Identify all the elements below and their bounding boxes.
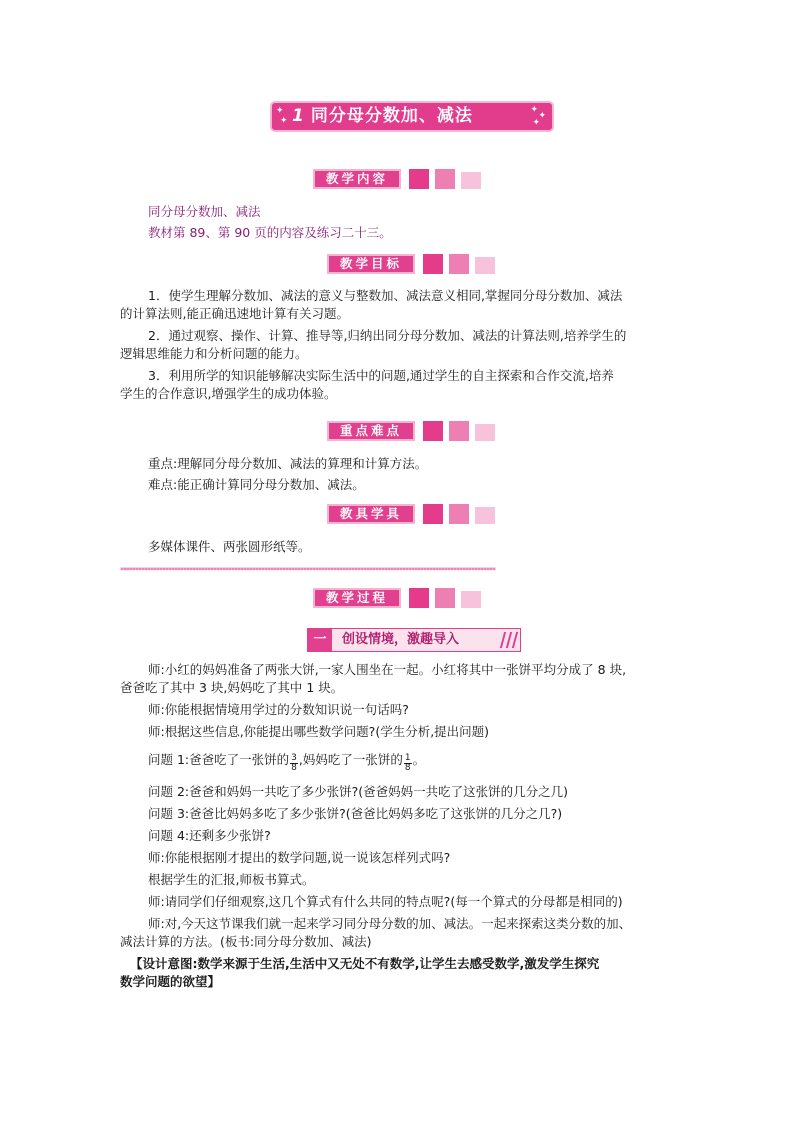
process-body xyxy=(120,661,690,991)
decor-square xyxy=(423,421,443,441)
star-icon: ✦ xyxy=(532,118,540,128)
goal-3-line-1: 3．利用所学的知识能够解决实际生活中的问题,通过学生的自主探索和合作交流,培养 xyxy=(148,368,614,383)
star-icon: ✦ xyxy=(538,111,546,121)
process-para-2: 师:你能根据情境用学过的分数知识说一句话吗? xyxy=(148,702,409,717)
process-para-4: 师:你能根据刚才提出的数学问题,说一说该怎样列式吗? xyxy=(148,850,451,865)
goal-2-line-1: 2．通过观察、操作、计算、推导等,归纳出同分母分数加、减法的计算法则,培养学生的 xyxy=(148,328,627,343)
lesson-number: 1 xyxy=(292,106,305,126)
key-point: 重点:理解同分母分数加、减法的算理和计算方法。 xyxy=(148,456,428,471)
lesson-title-text: 同分母分数加、减法 xyxy=(310,106,473,126)
section-label: 教学过程 xyxy=(313,588,401,608)
decor-square xyxy=(449,421,469,441)
difficulty-point: 难点:能正确计算同分母分数加、减法。 xyxy=(148,477,365,492)
decor-square xyxy=(475,257,495,274)
design-intent-line-2: 数学问题的欲望】 xyxy=(120,974,221,989)
decor-square xyxy=(435,588,455,608)
star-separator: ***************************************************************************************************************************** xyxy=(120,566,495,575)
section-header-tools xyxy=(327,504,499,524)
tools-text: 多媒体课件、两张圆形纸等。 xyxy=(148,539,311,554)
section-label: 重点难点 xyxy=(327,421,415,441)
decor-square xyxy=(475,424,495,441)
decor-square xyxy=(423,254,443,274)
question-1: 问题 1:爸爸吃了一张饼的 $\frac{3}{8}$ ,妈妈吃了一张饼的 $\frac{1}{8}$ 。 xyxy=(148,752,426,773)
goal-2-line-2: 逻辑思维能力和分析问题的能力。 xyxy=(120,346,308,361)
process-para-3: 师:根据这些信息,你能提出哪些数学问题?(学生分析,提出问题) xyxy=(148,724,490,739)
decor-square xyxy=(435,169,455,189)
lesson-title xyxy=(292,103,473,130)
section-header-process xyxy=(313,588,485,608)
question-2: 问题 2:爸爸和妈妈一共吃了多少张饼?(爸爸妈妈一共吃了这张饼的几分之几) xyxy=(148,784,569,799)
section-header-content xyxy=(313,169,485,189)
section-header-key-points xyxy=(327,421,499,441)
star-icon: ✦ xyxy=(530,105,538,115)
decor-square xyxy=(461,591,481,608)
section-label: 教学目标 xyxy=(327,254,415,274)
goal-3-line-2: 学生的合作意识,增强学生的成功体验。 xyxy=(120,386,337,401)
process-para-6: 师:请同学们仔细观察,这几个算式有什么共同的特点呢?(每一个算式的分母都是相同的) xyxy=(148,894,623,909)
process-para-1-line-1: 师:小红的妈妈准备了两张大饼,一家人围坐在一起。小红将其中一张饼平均分成了 8 块, xyxy=(148,662,627,677)
design-intent-line-1: 【设计意图:数学来源于生活,生活中又无处不有数学,让学生去感受数学,激发学生探究 xyxy=(130,956,600,971)
question-4: 问题 4:还剩多少张饼? xyxy=(148,828,271,843)
content-topic: 同分母分数加、减法 xyxy=(148,204,261,219)
activity-title: 创设情境，激趣导入 xyxy=(342,632,460,647)
decor-square xyxy=(461,172,481,189)
question-3: 问题 3:爸爸比妈妈多吃了多少张饼?(爸爸比妈妈多吃了这张饼的几分之几?) xyxy=(148,806,563,821)
goal-1-line-2: 的计算法则,能正确迅速地计算有关习题。 xyxy=(120,306,349,321)
process-para-7-line-2: 减法计算的方法。(板书:同分母分数加、减法) xyxy=(120,934,372,949)
section-label: 教学内容 xyxy=(313,169,401,189)
activity-banner xyxy=(307,628,521,652)
content-pages: 教材第 89、第 90 页的内容及练习二十三。 xyxy=(148,225,392,240)
fraction: $\frac{1}{8}$ xyxy=(404,753,411,773)
goals-list xyxy=(120,287,680,403)
process-para-7-line-1: 师:对,今天这节课我们就一起来学习同分母分数的加、减法。一起来探索这类分数的加、 xyxy=(148,916,632,931)
decor-square xyxy=(449,504,469,524)
goal-1-line-1: 1．使学生理解分数加、减法的意义与整数加、减法意义相同,掌握同分母分数加、减法 xyxy=(148,288,623,303)
decor-square xyxy=(409,588,429,608)
process-para-1-line-2: 爸爸吃了其中 3 块,妈妈吃了其中 1 块。 xyxy=(120,680,344,695)
decor-square xyxy=(449,254,469,274)
decor-square xyxy=(475,507,495,524)
process-para-5: 根据学生的汇报,师板书算式。 xyxy=(148,872,315,887)
section-header-goals xyxy=(327,254,499,274)
lesson-title-banner xyxy=(272,103,552,130)
section-label: 教具学具 xyxy=(327,504,415,524)
star-icon: ✦ xyxy=(280,116,288,126)
decor-square xyxy=(423,504,443,524)
star-icon: ✦ xyxy=(276,106,284,116)
stripe-decor xyxy=(498,632,516,648)
activity-number: 一 xyxy=(308,629,332,651)
fraction: $\frac{3}{8}$ xyxy=(291,753,297,773)
decor-square xyxy=(409,169,429,189)
